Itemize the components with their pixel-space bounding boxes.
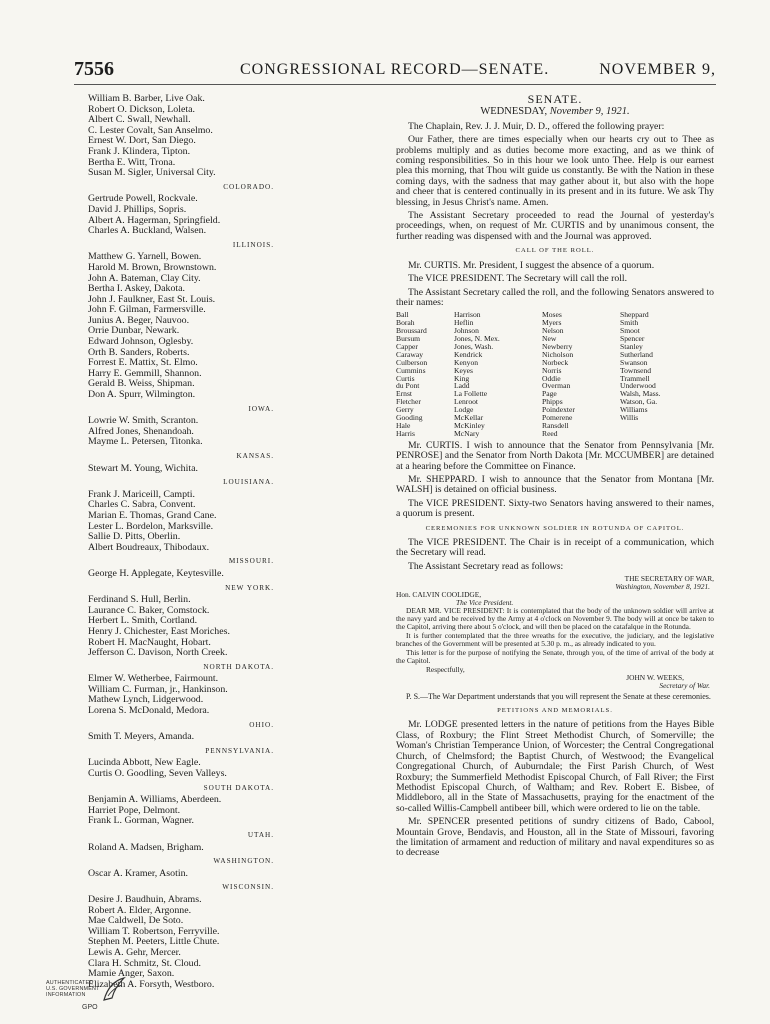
paragraph-lodge: Mr. LODGE presented letters in the nature of petitions from the Hayes Bible Class, of Roxbury; the Flint Street Methodist Church, of Somerville; the Woman's Christian Temperance Union, of Worcester; the Central Congregational Church, of Chelmsford; the Baptist Church, of Westwood; the Evangelical Congregational Church, of Auburndale; the First Parish Church, of West Roxbury; the Summerfield Methodist Episcopal Church, of Fall River; the First Methodist Episcopal Church, of Waltham; and Rev. Robert E. Bisbee, of Middleboro, all in the State of Massachusetts, praying for the enactment of the so-called Willis-Campbell antibeer bill, which were ordered to lie on the table. [396, 719, 714, 814]
postmaster-entry: John A. Bateman, Clay City. [88, 272, 201, 284]
senator-name: Borah [396, 318, 415, 328]
letter-postscript: P. S.—The War Department understands that you will represent the Senate at these ceremonies. [406, 692, 711, 702]
postmaster-entry: William C. Furman, jr., Hankinson. [88, 683, 228, 695]
page-header [74, 58, 716, 84]
postmaster-entry: Albert Boudreaux, Thibodaux. [88, 541, 210, 553]
postmaster-entry: Lester L. Bordelon, Marksville. [88, 520, 214, 532]
senator-name: Kenyon [454, 357, 479, 367]
postmaster-entry: Henry J. Chichester, East Moriches. [88, 625, 230, 637]
postmaster-entry: Albert C. Swall, Newhall. [88, 114, 191, 126]
senator-name: Lenroot [454, 397, 479, 407]
postmaster-entry: Clara H. Schmitz, St. Cloud. [88, 957, 202, 969]
letter-paragraph-1: DEAR MR. VICE PRESIDENT: It is contemplated that the body of the unknown soldier will arrive at the navy yard and be received by the Army at 4 o'clock on November 9. The body will at once be taken to the Capitol, arriving there about 5 o'clock, and will then be placed on the catafalque in the Rotunda. [396, 606, 714, 632]
senator-name: Caraway [396, 349, 423, 359]
senator-name: Swanson [620, 357, 648, 367]
postmaster-entry: Robert O. Dickson, Loleta. [88, 103, 195, 115]
postmaster-entry: Alfred Jones, Shenandoah. [88, 425, 194, 437]
left-column-postmaster-list [88, 93, 274, 990]
senator-name: Fletcher [396, 397, 421, 407]
section-title: SENATE. [527, 92, 583, 106]
senator-name: Harrison [454, 310, 481, 320]
senator-name: Johnson [454, 326, 479, 336]
postmaster-entry: Desire J. Baudhuin, Abrams. [88, 893, 202, 905]
postmaster-entry: Lucinda Abbott, New Eagle. [88, 757, 201, 769]
senator-name: Moses [542, 310, 562, 320]
senator-name: Norris [542, 365, 562, 375]
postmaster-entry: Don A. Spurr, Wilmington. [88, 389, 196, 401]
senator-name: Lodge [454, 405, 474, 415]
postmaster-entry: Mamie Anger, Saxon. [88, 968, 175, 980]
state-heading: COLORADO. [223, 182, 274, 191]
paragraph-journal: The Assistant Secretary proceeded to read the Journal of yesterday's proceedings, when, on request of Mr. CURTIS and by unanimous consent, the further reading was dispensed with and the Journal was approved. [396, 210, 714, 242]
senator-name: Underwood [620, 381, 656, 391]
postmaster-entry: Roland A. Madsen, Brigham. [88, 841, 204, 853]
postmaster-entry: Jefferson C. Davison, North Creek. [88, 647, 228, 659]
postmaster-entry: Harriet Pope, Delmont. [88, 804, 181, 816]
senator-name: McKellar [454, 413, 484, 423]
right-column-senate-proceedings [396, 94, 714, 966]
postmaster-entry: Lewis A. Gehr, Mercer. [88, 946, 181, 958]
letter-paragraph-2: It is further contemplated that the three wreaths for the executive, the judiciary, and the legislative branches of the Government will be presented at 5.30 p. m., as already indicated to you. [396, 631, 714, 649]
postmaster-entry: Marian E. Thomas, Grand Cane. [88, 509, 217, 521]
postmaster-entry: Forrest E. Mattix, St. Elmo. [88, 357, 198, 369]
senator-name: Poindexter [542, 405, 575, 415]
postmaster-entry: Oscar A. Kramer, Asotin. [88, 867, 188, 879]
state-heading: MISSOURI. [228, 557, 274, 566]
letter-addressee: Hon. CALVIN COOLIDGE, [396, 590, 482, 600]
senator-name: Townsend [620, 365, 652, 375]
postmaster-entry: Gertrude Powell, Rockvale. [88, 193, 198, 205]
senator-name: Williams [620, 405, 648, 415]
paragraph-roll-called: The Assistant Secretary called the roll, and the following Senators answered to their names: [396, 286, 714, 308]
senator-name: Hale [396, 421, 411, 430]
senator-name: Norbeck [542, 357, 569, 367]
senator-name: McNary [454, 428, 480, 438]
running-title: CONGRESSIONAL RECORD—SENATE. [240, 61, 550, 78]
senator-name: Harris [396, 428, 415, 438]
postmaster-entry: Smith T. Meyers, Amanda. [88, 731, 195, 743]
postmaster-entry: Matthew G. Yarnell, Bowen. [88, 251, 202, 263]
postmaster-entry: Laurance C. Baker, Comstock. [88, 604, 210, 616]
postmaster-entry: Lowrie W. Smith, Scranton. [88, 415, 199, 427]
heading-roll-call: CALL OF THE ROLL. [515, 247, 595, 255]
heading-petitions: PETITIONS AND MEMORIALS. [497, 707, 613, 715]
letter-addressee-title: The Vice President. [456, 598, 514, 608]
senator-name: Smoot [620, 326, 640, 336]
paragraph-vp-quorum: The VICE PRESIDENT. Sixty-two Senators having answered to their names, a quorum is present. [396, 497, 714, 520]
postmaster-entry: Stephen M. Peeters, Little Chute. [88, 936, 220, 948]
state-heading: ILLINOIS. [232, 240, 274, 249]
state-heading: WASHINGTON. [213, 857, 274, 866]
senator-name: Watson, Ga. [620, 397, 658, 407]
postmaster-entry: Benjamin A. Williams, Aberdeen. [88, 794, 222, 806]
state-heading: IOWA. [248, 404, 274, 413]
postmaster-entry: Charles A. Buckland, Walsen. [88, 225, 207, 237]
date-italic: November 9, 1921. [549, 106, 630, 118]
authentication-text: AUTHENTICATED U.S. GOVERNMENT INFORMATION [46, 980, 100, 998]
postmaster-entry: Gerald B. Weiss, Shipman. [88, 378, 195, 390]
postmaster-entry: Lorena S. McDonald, Medora. [88, 705, 210, 717]
postmaster-entry: Frank J. Klindera, Tipton. [88, 145, 191, 157]
letter-signer: JOHN W. WEEKS, [626, 673, 684, 683]
running-date: NOVEMBER 9, [599, 61, 716, 78]
senator-name: Willis [620, 413, 639, 423]
senator-name: Jones, N. Mex. [454, 334, 500, 344]
senator-name: Ladd [454, 381, 470, 391]
postmaster-entry: Elizabeth A. Forsyth, Westboro. [88, 978, 215, 990]
senator-name: Curtis [396, 373, 415, 383]
state-heading: NORTH DAKOTA. [203, 662, 274, 671]
senator-name: Reed [542, 428, 558, 438]
senator-name: Trammell [620, 373, 650, 383]
roll-call-names [396, 311, 714, 438]
senator-name: Stanley [620, 341, 643, 351]
postmaster-entry: Charles C. Sabra, Convent. [88, 499, 196, 511]
postmaster-entry: Sallie D. Pitts, Oberlin. [88, 531, 181, 543]
senator-name: Culberson [396, 357, 428, 367]
postmaster-entry: Orrie Dunbar, Newark. [88, 325, 180, 337]
paragraph-spencer: Mr. SPENCER presented petitions of sundry citizens of Bado, Cabool, Mountain Grove, Bendavis, and Houston, all in the State of Missouri, favoring the limitation of armament and reduction of military and naval expenditures so as to decrease [396, 816, 714, 859]
postmaster-entry: Mae Caldwell, De Soto. [88, 915, 184, 927]
senator-name: Sutherland [620, 349, 653, 359]
postmaster-entry: Orth B. Sanders, Roberts. [88, 346, 190, 358]
paragraph-curtis-quorum: Mr. CURTIS. Mr. President, I suggest the absence of a quorum. [408, 259, 655, 271]
postmaster-entry: George H. Applegate, Keytesville. [88, 567, 224, 579]
paragraph-curtis-announce: Mr. CURTIS. I wish to announce that the Senator from Pennsylvania [Mr. PENROSE] and the Senator from North Dakota [Mr. MCCUMBER] are detained at a hearing before the Committee on Finance. [396, 439, 714, 472]
postmaster-entry: Mathew Lynch, Lidgerwood. [88, 694, 204, 706]
senator-name: Sheppard [620, 310, 649, 320]
senator-name: Gerry [396, 405, 414, 415]
senator-name: Kendrick [454, 349, 483, 359]
senator-name: Spencer [620, 334, 645, 344]
letter-place-date: Washington, November 8, 1921. [615, 582, 710, 592]
senator-name: Myers [542, 318, 562, 328]
paragraph-chaplain: The Chaplain, Rev. J. J. Muir, D. D., offered the following prayer: [408, 120, 665, 132]
senator-name [620, 422, 704, 430]
page-number: 7556 [74, 58, 114, 80]
postmaster-entry: David J. Phillips, Sopris. [88, 203, 187, 215]
state-heading: UTAH. [247, 831, 274, 839]
postmaster-entry: Harold M. Brown, Brownstown. [88, 261, 217, 273]
senator-name: McKinley [454, 421, 485, 430]
senator-name [620, 430, 704, 438]
state-heading: KANSAS. [236, 452, 274, 460]
state-heading: WISCONSIN. [222, 883, 274, 892]
postmaster-entry: John J. Faulkner, East St. Louis. [88, 293, 216, 305]
senator-name: Ball [396, 310, 409, 320]
postmaster-entry: Robert H. MacNaught, Hobart. [88, 636, 211, 648]
senator-name: Smith [620, 318, 639, 328]
paragraph-prayer: Our Father, there are times especially when our hearts cry out to Thee as problems multiply and as duties become more exacting, and as we think of coming responsibilities. So in this hour we look unto Thee. Help is our earnest plea this morning, that Thou wilt guide us constantly. Be with the Nation in these coming days, with the sadness that may gather about it, but also with the hope and cheer that is centered continually in its present and in its future. We ask Thy blessing, in Jesus Christ's name. Amen. [396, 134, 714, 208]
senator-name: Jones, Wash. [454, 341, 494, 351]
senator-name: King [454, 373, 470, 383]
heading-ceremonies: CEREMONIES FOR UNKNOWN SOLDIER IN ROTUNDA OF CAPITOL. [425, 524, 685, 532]
postmaster-entry: Mayme L. Petersen, Titonka. [88, 436, 203, 448]
postmaster-entry: Edward Johnson, Oglesby. [88, 336, 194, 348]
postmaster-entry: Stewart M. Young, Wichita. [88, 462, 198, 474]
postmaster-entry: Frank J. Mariceill, Campti. [88, 488, 195, 500]
senator-name: Gooding [396, 413, 423, 423]
gpo-label: GPO [82, 1004, 98, 1011]
postmaster-entry: Curtis O. Goodling, Seven Valleys. [88, 768, 227, 780]
senator-name: Oddie [542, 373, 561, 383]
senator-name: Capper [396, 341, 418, 351]
senator-name: Phipps [542, 397, 563, 407]
senator-name: Broussard [396, 326, 427, 336]
letter-closing: Respectfully, [426, 665, 465, 675]
postmaster-entry: Junius A. Beger, Nauvoo. [88, 314, 190, 326]
senator-name: Heflin [454, 318, 474, 328]
postmaster-entry: Elmer W. Wetherbee, Fairmount. [88, 673, 219, 685]
state-heading: SOUTH DAKOTA. [203, 783, 274, 792]
section-date [396, 107, 714, 117]
header-rule [74, 84, 716, 85]
senator-name: Page [542, 389, 557, 399]
postmaster-entry: William T. Robertson, Ferryville. [88, 925, 220, 937]
letter-from: THE SECRETARY OF WAR, [624, 574, 714, 584]
postmaster-entry: C. Lester Covalt, San Anselmo. [88, 124, 213, 136]
paragraph-read: The Assistant Secretary read as follows: [408, 560, 564, 572]
postmaster-entry: Harry E. Gemmill, Shannon. [88, 367, 202, 379]
postmaster-entry: Albert A. Hagerman, Springfield. [88, 214, 221, 226]
senator-name: Cummins [396, 365, 426, 375]
paragraph-vp-communication: The VICE PRESIDENT. The Chair is in receipt of a communication, which the Secretary will read. [396, 537, 714, 559]
state-heading: PENNSYLVANIA. [205, 746, 274, 755]
senator-name: Bursum [396, 334, 421, 344]
postmaster-entry: Ferdinand S. Hull, Berlin. [88, 594, 191, 606]
state-heading: NEW YORK. [225, 583, 274, 592]
eagle-seal-icon [100, 976, 126, 1006]
senator-name: Ernst [396, 389, 413, 399]
senator-name: Pomerene [542, 413, 573, 423]
senator-name: Walsh, Mass. [620, 389, 661, 399]
postmaster-entry: Bertha E. Witt, Trona. [88, 156, 176, 168]
postmaster-entry: Herbert L. Smith, Cortland. [88, 615, 198, 627]
paragraph-sheppard: Mr. SHEPPARD. I wish to announce that the Senator from Montana [Mr. WALSH] is detained on official business. [396, 474, 714, 496]
senator-name: Nicholson [542, 349, 574, 359]
postmaster-entry: Frank L. Gorman, Wagner. [88, 815, 194, 827]
senator-name: Newberry [542, 341, 573, 351]
senator-name: Overman [542, 381, 571, 391]
postmaster-entry: Susan M. Sigler, Universal City. [88, 167, 216, 179]
postmaster-entry: John F. Gilman, Farmersville. [88, 304, 206, 316]
postmaster-entry: Ernest W. Dort, San Diego. [88, 135, 196, 147]
postmaster-entry: Bertha I. Askey, Dakota. [88, 283, 185, 295]
senator-name: Ransdell [542, 421, 569, 430]
senator-name: La Follette [454, 389, 488, 399]
senator-name: Nelson [542, 326, 564, 336]
senator-name: New [542, 334, 557, 344]
gpo-authentication-mark [46, 976, 146, 1016]
senator-name: Keyes [454, 365, 473, 375]
postmaster-entry: Robert A. Elder, Argonne. [88, 904, 192, 916]
postmaster-entry: William B. Barber, Live Oak. [88, 93, 205, 104]
letter-signer-title: Secretary of War. [659, 681, 710, 691]
letter-secretary-of-war [396, 575, 714, 690]
state-heading: LOUISIANA. [223, 478, 274, 487]
paragraph-vp-roll: The VICE PRESIDENT. The Secretary will call the roll. [408, 273, 627, 285]
senator-name: du Pont [396, 381, 420, 391]
state-heading: OHIO. [249, 720, 274, 729]
letter-paragraph-3: This letter is for the purpose of notifying the Senate, through you, of the time of arrival of the body at the Capitol. [396, 648, 714, 666]
day-label: WEDNESDAY, [480, 106, 548, 118]
